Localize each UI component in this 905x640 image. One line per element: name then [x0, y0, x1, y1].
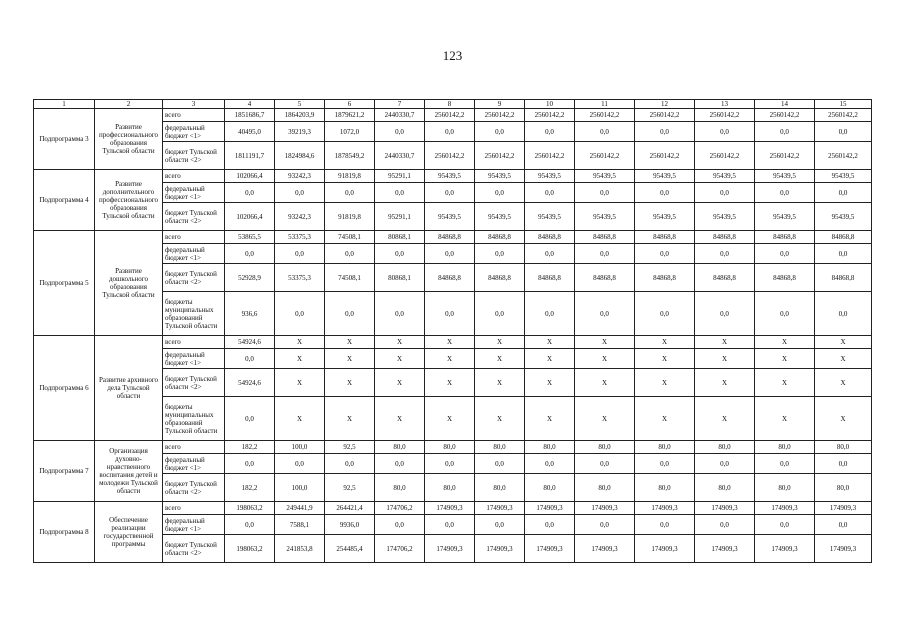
value-cell: 182,2	[225, 441, 275, 454]
value-cell: 74508,1	[325, 231, 375, 244]
header-cell: 1	[34, 100, 95, 109]
funding-source: бюджеты муниципальных образований Тульской области	[163, 397, 225, 441]
value-cell: X	[475, 369, 525, 397]
subprogram-title: Развитие дополнительного профессионального образования Тульской области	[95, 170, 163, 231]
value-cell: 0,0	[695, 515, 755, 535]
value-cell: 174909,3	[425, 502, 475, 515]
subprogram-code: Подпрограмма 4	[34, 170, 95, 231]
value-cell: X	[275, 369, 325, 397]
value-cell: 0,0	[275, 454, 325, 474]
value-cell: 0,0	[815, 454, 872, 474]
value-cell: 0,0	[375, 122, 425, 142]
value-cell: 39219,3	[275, 122, 325, 142]
value-cell: 102066,4	[225, 170, 275, 183]
value-cell: 84868,8	[475, 264, 525, 292]
value-cell: 80,0	[525, 441, 575, 454]
value-cell: 1072,0	[325, 122, 375, 142]
table-row	[34, 441, 872, 454]
value-cell: 174909,3	[475, 502, 525, 515]
funding-source: федеральный бюджет <1>	[163, 454, 225, 474]
header-cell: 6	[325, 100, 375, 109]
value-cell: 95291,1	[375, 203, 425, 231]
header-cell: 3	[163, 100, 225, 109]
value-cell: X	[815, 349, 872, 369]
value-cell: 95439,5	[475, 203, 525, 231]
value-cell: 84868,8	[575, 231, 635, 244]
value-cell: 0,0	[525, 244, 575, 264]
value-cell: 80,0	[755, 474, 815, 502]
value-cell: X	[325, 336, 375, 349]
value-cell: 0,0	[525, 183, 575, 203]
value-cell: X	[475, 397, 525, 441]
value-cell: 0,0	[325, 292, 375, 336]
value-cell: 80,0	[375, 441, 425, 454]
value-cell: 95439,5	[815, 170, 872, 183]
value-cell: 80,0	[695, 441, 755, 454]
value-cell: 1824984,6	[275, 142, 325, 170]
funding-source: федеральный бюджет <1>	[163, 183, 225, 203]
value-cell: 249441,9	[275, 502, 325, 515]
value-cell: 84868,8	[525, 264, 575, 292]
value-cell: 95439,5	[425, 203, 475, 231]
value-cell: 254485,4	[325, 535, 375, 563]
value-cell: 0,0	[635, 292, 695, 336]
header-cell: 8	[425, 100, 475, 109]
value-cell: 174706,2	[375, 535, 425, 563]
subprogram-code: Подпрограмма 6	[34, 336, 95, 441]
value-cell: 0,0	[575, 515, 635, 535]
funding-source: бюджеты муниципальных образований Тульской области	[163, 292, 225, 336]
subprogram-title: Организация духовно-нравственного воспитания детей и молодежи Тульской области	[95, 441, 163, 502]
value-cell: 95439,5	[755, 203, 815, 231]
value-cell: 84868,8	[695, 264, 755, 292]
value-cell: X	[635, 397, 695, 441]
value-cell: 936,6	[225, 292, 275, 336]
funding-source: бюджет Тульской области <2>	[163, 264, 225, 292]
value-cell: 84868,8	[815, 264, 872, 292]
value-cell: 0,0	[695, 122, 755, 142]
value-cell: 91819,8	[325, 203, 375, 231]
value-cell: X	[375, 349, 425, 369]
funding-source: всего	[163, 441, 225, 454]
funding-source: всего	[163, 109, 225, 122]
value-cell: 80,0	[815, 474, 872, 502]
value-cell: 0,0	[475, 515, 525, 535]
value-cell: 1878549,2	[325, 142, 375, 170]
value-cell: 95439,5	[815, 203, 872, 231]
value-cell: X	[695, 397, 755, 441]
value-cell: 0,0	[695, 183, 755, 203]
value-cell: X	[325, 349, 375, 369]
value-cell: X	[815, 397, 872, 441]
value-cell: 84868,8	[425, 231, 475, 244]
value-cell: 80868,1	[375, 231, 425, 244]
value-cell: 53375,3	[275, 264, 325, 292]
value-cell: 0,0	[635, 244, 695, 264]
value-cell: 1864203,9	[275, 109, 325, 122]
value-cell: 74508,1	[325, 264, 375, 292]
funding-source: бюджет Тульской области <2>	[163, 535, 225, 563]
value-cell: 92,5	[325, 441, 375, 454]
value-cell: 0,0	[815, 292, 872, 336]
value-cell: 95291,1	[375, 170, 425, 183]
value-cell: 2560142,2	[695, 109, 755, 122]
value-cell: 0,0	[225, 244, 275, 264]
value-cell: 2440330,7	[375, 109, 425, 122]
value-cell: 84868,8	[635, 231, 695, 244]
subprogram-title: Развитие профессионального образования Тульской области	[95, 109, 163, 170]
funding-source: всего	[163, 336, 225, 349]
table-row	[34, 231, 872, 244]
value-cell: X	[425, 397, 475, 441]
value-cell: 0,0	[755, 515, 815, 535]
value-cell: 174909,3	[695, 502, 755, 515]
value-cell: 80,0	[525, 474, 575, 502]
value-cell: 95439,5	[755, 170, 815, 183]
value-cell: 84868,8	[425, 264, 475, 292]
value-cell: 0,0	[425, 292, 475, 336]
value-cell: 174909,3	[635, 535, 695, 563]
value-cell: 80,0	[815, 441, 872, 454]
value-cell: X	[425, 369, 475, 397]
subprogram-title: Развитие дошкольного образования Тульской области	[95, 231, 163, 336]
value-cell: 0,0	[325, 454, 375, 474]
value-cell: 0,0	[425, 515, 475, 535]
value-cell: X	[815, 336, 872, 349]
value-cell: 0,0	[815, 183, 872, 203]
value-cell: 95439,5	[575, 170, 635, 183]
table-row	[34, 502, 872, 515]
value-cell: 0,0	[635, 515, 695, 535]
value-cell: X	[275, 397, 325, 441]
value-cell: 198063,2	[225, 535, 275, 563]
value-cell: 9936,0	[325, 515, 375, 535]
value-cell: 2560142,2	[525, 142, 575, 170]
funding-source: бюджет Тульской области <2>	[163, 474, 225, 502]
value-cell: 174909,3	[755, 535, 815, 563]
value-cell: 0,0	[755, 454, 815, 474]
value-cell: 182,2	[225, 474, 275, 502]
value-cell: 84868,8	[525, 231, 575, 244]
value-cell: 54924,6	[225, 369, 275, 397]
value-cell: 80868,1	[375, 264, 425, 292]
value-cell: 80,0	[475, 441, 525, 454]
value-cell: 0,0	[755, 183, 815, 203]
value-cell: X	[375, 369, 425, 397]
funding-source: бюджет Тульской области <2>	[163, 142, 225, 170]
value-cell: 0,0	[815, 244, 872, 264]
value-cell: X	[635, 349, 695, 369]
value-cell: X	[575, 397, 635, 441]
funding-source: федеральный бюджет <1>	[163, 122, 225, 142]
value-cell: 174909,3	[425, 535, 475, 563]
value-cell: 0,0	[225, 397, 275, 441]
value-cell: 0,0	[375, 183, 425, 203]
value-cell: 0,0	[375, 292, 425, 336]
value-cell: 174909,3	[815, 535, 872, 563]
header-cell: 2	[95, 100, 163, 109]
value-cell: 264421,4	[325, 502, 375, 515]
value-cell: 80,0	[575, 474, 635, 502]
value-cell: X	[755, 336, 815, 349]
value-cell: 2560142,2	[475, 109, 525, 122]
value-cell: 84868,8	[755, 264, 815, 292]
table-row	[34, 170, 872, 183]
value-cell: 92,5	[325, 474, 375, 502]
value-cell: 1851686,7	[225, 109, 275, 122]
value-cell: 0,0	[225, 183, 275, 203]
value-cell: 0,0	[325, 183, 375, 203]
value-cell: 52928,9	[225, 264, 275, 292]
subprogram-code: Подпрограмма 7	[34, 441, 95, 502]
value-cell: X	[475, 336, 525, 349]
value-cell: X	[275, 349, 325, 369]
value-cell: 1811191,7	[225, 142, 275, 170]
value-cell: 0,0	[755, 244, 815, 264]
value-cell: 0,0	[275, 292, 325, 336]
value-cell: 241853,8	[275, 535, 325, 563]
value-cell: X	[375, 397, 425, 441]
value-cell: X	[525, 349, 575, 369]
value-cell: 80,0	[635, 441, 695, 454]
value-cell: 0,0	[575, 183, 635, 203]
value-cell: 2560142,2	[575, 142, 635, 170]
budget-table	[33, 99, 872, 563]
value-cell: 0,0	[425, 454, 475, 474]
header-cell: 13	[695, 100, 755, 109]
value-cell: X	[525, 397, 575, 441]
subprogram-title: Обеспечение реализации государственной программы	[95, 502, 163, 563]
value-cell: 0,0	[575, 292, 635, 336]
value-cell: 2440330,7	[375, 142, 425, 170]
value-cell: 95439,5	[525, 203, 575, 231]
value-cell: 80,0	[475, 474, 525, 502]
value-cell: 2560142,2	[635, 142, 695, 170]
header-cell: 7	[375, 100, 425, 109]
value-cell: 95439,5	[425, 170, 475, 183]
value-cell: 0,0	[475, 183, 525, 203]
value-cell: X	[635, 336, 695, 349]
header-cell: 10	[525, 100, 575, 109]
value-cell: 0,0	[575, 122, 635, 142]
value-cell: 102066,4	[225, 203, 275, 231]
subprogram-code: Подпрограмма 3	[34, 109, 95, 170]
value-cell: 174909,3	[635, 502, 695, 515]
value-cell: 174909,3	[475, 535, 525, 563]
value-cell: X	[425, 349, 475, 369]
value-cell: 80,0	[425, 441, 475, 454]
value-cell: X	[815, 369, 872, 397]
value-cell: 95439,5	[475, 170, 525, 183]
value-cell: 80,0	[635, 474, 695, 502]
value-cell: X	[755, 397, 815, 441]
header-cell: 15	[815, 100, 872, 109]
subprogram-title: Развитие архивного дела Тульской области	[95, 336, 163, 441]
header-row	[34, 100, 872, 109]
value-cell: 0,0	[695, 292, 755, 336]
value-cell: 7588,1	[275, 515, 325, 535]
value-cell: 174909,3	[575, 535, 635, 563]
header-cell: 11	[575, 100, 635, 109]
value-cell: 84868,8	[635, 264, 695, 292]
value-cell: 84868,8	[575, 264, 635, 292]
value-cell: 0,0	[425, 183, 475, 203]
value-cell: 0,0	[425, 122, 475, 142]
value-cell: 0,0	[755, 122, 815, 142]
funding-source: федеральный бюджет <1>	[163, 349, 225, 369]
value-cell: 0,0	[525, 454, 575, 474]
value-cell: 0,0	[225, 515, 275, 535]
value-cell: 0,0	[635, 122, 695, 142]
value-cell: 95439,5	[695, 203, 755, 231]
value-cell: 91819,8	[325, 170, 375, 183]
value-cell: 174909,3	[575, 502, 635, 515]
value-cell: 0,0	[815, 122, 872, 142]
funding-source: федеральный бюджет <1>	[163, 515, 225, 535]
value-cell: 2560142,2	[815, 109, 872, 122]
value-cell: X	[325, 397, 375, 441]
value-cell: 2560142,2	[635, 109, 695, 122]
value-cell: 2560142,2	[755, 109, 815, 122]
value-cell: 0,0	[275, 244, 325, 264]
value-cell: 2560142,2	[755, 142, 815, 170]
funding-source: всего	[163, 170, 225, 183]
value-cell: 0,0	[475, 292, 525, 336]
value-cell: X	[575, 349, 635, 369]
value-cell: 84868,8	[475, 231, 525, 244]
value-cell: 80,0	[575, 441, 635, 454]
value-cell: 0,0	[635, 454, 695, 474]
value-cell: X	[425, 336, 475, 349]
value-cell: 0,0	[525, 292, 575, 336]
value-cell: X	[325, 369, 375, 397]
value-cell: X	[525, 336, 575, 349]
value-cell: X	[695, 349, 755, 369]
value-cell: 40495,0	[225, 122, 275, 142]
value-cell: 0,0	[575, 454, 635, 474]
value-cell: 0,0	[225, 349, 275, 369]
value-cell: 0,0	[375, 515, 425, 535]
value-cell: X	[695, 336, 755, 349]
value-cell: 53865,5	[225, 231, 275, 244]
value-cell: 174909,3	[755, 502, 815, 515]
value-cell: 174909,3	[525, 535, 575, 563]
value-cell: 174706,2	[375, 502, 425, 515]
table-row	[34, 109, 872, 122]
value-cell: 54924,6	[225, 336, 275, 349]
value-cell: 100,0	[275, 474, 325, 502]
header-cell: 5	[275, 100, 325, 109]
value-cell: 80,0	[375, 474, 425, 502]
subprogram-code: Подпрограмма 8	[34, 502, 95, 563]
value-cell: 93242,3	[275, 203, 325, 231]
value-cell: 0,0	[575, 244, 635, 264]
funding-source: федеральный бюджет <1>	[163, 244, 225, 264]
value-cell: 174909,3	[815, 502, 872, 515]
value-cell: X	[695, 369, 755, 397]
value-cell: X	[375, 336, 425, 349]
value-cell: 0,0	[635, 183, 695, 203]
table-body	[34, 100, 872, 563]
value-cell: X	[635, 369, 695, 397]
value-cell: 53375,3	[275, 231, 325, 244]
value-cell: 84868,8	[695, 231, 755, 244]
funding-source: бюджет Тульской области <2>	[163, 203, 225, 231]
value-cell: 0,0	[695, 454, 755, 474]
value-cell: 2560142,2	[695, 142, 755, 170]
header-cell: 14	[755, 100, 815, 109]
value-cell: 198063,2	[225, 502, 275, 515]
value-cell: 84868,8	[815, 231, 872, 244]
value-cell: 95439,5	[525, 170, 575, 183]
value-cell: 0,0	[375, 244, 425, 264]
value-cell: 2560142,2	[425, 109, 475, 122]
value-cell: 174909,3	[695, 535, 755, 563]
value-cell: 0,0	[525, 122, 575, 142]
header-cell: 9	[475, 100, 525, 109]
value-cell: X	[755, 369, 815, 397]
value-cell: X	[275, 336, 325, 349]
value-cell: 0,0	[475, 244, 525, 264]
value-cell: 2560142,2	[575, 109, 635, 122]
value-cell: 1879621,2	[325, 109, 375, 122]
value-cell: 84868,8	[755, 231, 815, 244]
value-cell: X	[475, 349, 525, 369]
funding-source: всего	[163, 502, 225, 515]
value-cell: X	[575, 336, 635, 349]
header-cell: 12	[635, 100, 695, 109]
value-cell: 0,0	[815, 515, 872, 535]
value-cell: 93242,3	[275, 170, 325, 183]
value-cell: 0,0	[475, 454, 525, 474]
value-cell: 174909,3	[525, 502, 575, 515]
value-cell: 0,0	[325, 244, 375, 264]
value-cell: 2560142,2	[475, 142, 525, 170]
value-cell: X	[755, 349, 815, 369]
value-cell: 80,0	[425, 474, 475, 502]
header-cell: 4	[225, 100, 275, 109]
value-cell: 2560142,2	[815, 142, 872, 170]
value-cell: 80,0	[755, 441, 815, 454]
value-cell: 95439,5	[635, 203, 695, 231]
value-cell: 95439,5	[695, 170, 755, 183]
value-cell: 95439,5	[635, 170, 695, 183]
funding-source: бюджет Тульской области <2>	[163, 369, 225, 397]
value-cell: 80,0	[695, 474, 755, 502]
value-cell: 0,0	[425, 244, 475, 264]
page-number: 123	[442, 48, 463, 63]
value-cell: 0,0	[225, 454, 275, 474]
subprogram-code: Подпрограмма 5	[34, 231, 95, 336]
value-cell: 0,0	[525, 515, 575, 535]
value-cell: 0,0	[275, 183, 325, 203]
table-row	[34, 336, 872, 349]
value-cell: 100,0	[275, 441, 325, 454]
value-cell: 0,0	[475, 122, 525, 142]
value-cell: 2560142,2	[425, 142, 475, 170]
value-cell: 0,0	[695, 244, 755, 264]
value-cell: X	[575, 369, 635, 397]
value-cell: X	[525, 369, 575, 397]
funding-source: всего	[163, 231, 225, 244]
value-cell: 0,0	[375, 454, 425, 474]
value-cell: 0,0	[755, 292, 815, 336]
value-cell: 2560142,2	[525, 109, 575, 122]
value-cell: 95439,5	[575, 203, 635, 231]
